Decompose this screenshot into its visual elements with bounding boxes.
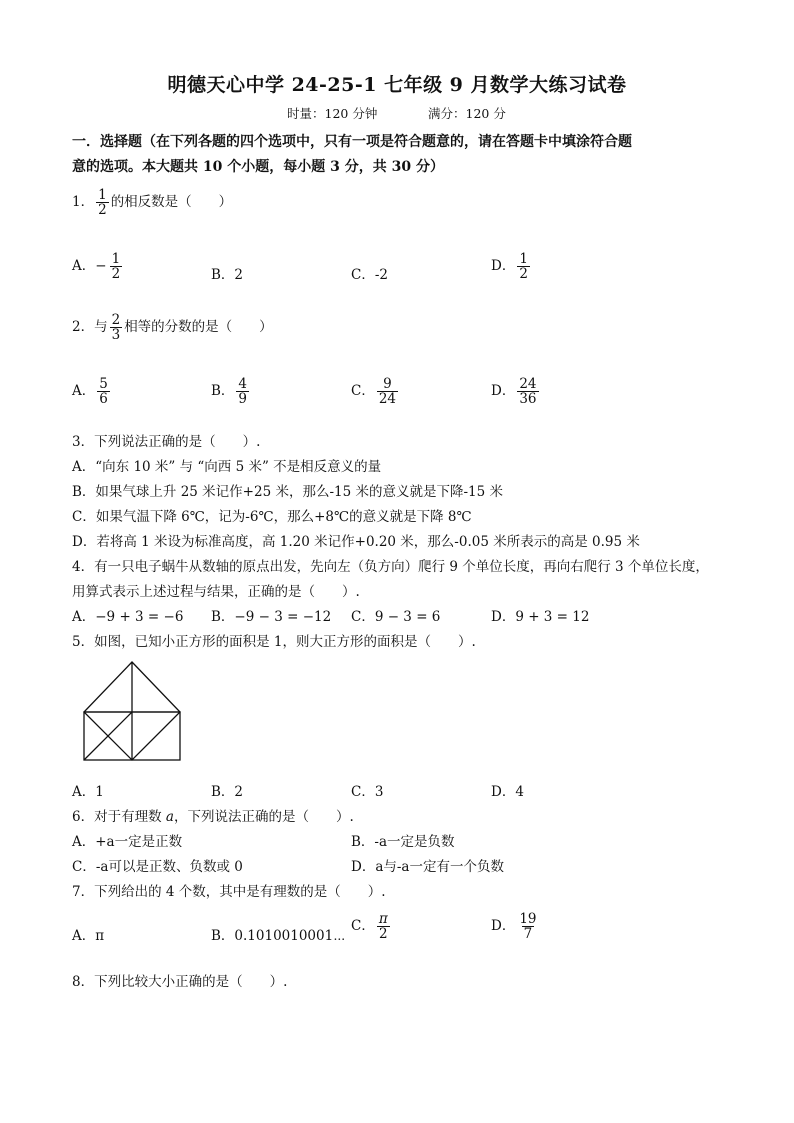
fraction-numerator: 4 bbox=[238, 376, 248, 392]
fraction-denominator: 2 bbox=[519, 266, 528, 283]
q3-option-a[interactable]: A．“向东 10 米” 与 “向西 5 米” 不是相反意义的量 bbox=[72, 459, 382, 475]
q1-option-c[interactable] bbox=[351, 263, 388, 283]
fraction bbox=[517, 377, 538, 406]
question-number: 1． bbox=[72, 194, 95, 211]
question-1 bbox=[72, 188, 232, 217]
fraction-denominator: 2 bbox=[378, 926, 388, 943]
q6-option-a[interactable]: A．+a一定是正数 bbox=[72, 834, 183, 850]
exam-title: 明德天心中学 24-25-1 七年级 9 月数学大练习试卷 bbox=[167, 74, 627, 96]
option-label: D． bbox=[491, 258, 516, 275]
q2-option-d[interactable] bbox=[491, 377, 541, 406]
question-8: 8．下列比较大小正确的是（ ）. bbox=[72, 974, 288, 990]
fraction bbox=[517, 912, 538, 941]
q2-option-b[interactable] bbox=[211, 377, 251, 406]
question-3: 3．下列说法正确的是（ ）. bbox=[72, 434, 261, 450]
question-4-line1: 4．有一只电子蜗牛从数轴的原点出发，先向左（负方向）爬行 9 个单位长度，再向右爬行 3 个单位长度， bbox=[72, 559, 709, 575]
question-text-post: ，下列说法正确的是（ ）. bbox=[173, 809, 354, 825]
fraction-numerator: 9 bbox=[383, 376, 392, 392]
minus-sign: − bbox=[95, 258, 107, 275]
option-label: D． bbox=[491, 383, 516, 400]
fraction-denominator: 9 bbox=[238, 391, 248, 408]
q6-option-b[interactable]: B．-a一定是负数 bbox=[351, 834, 455, 850]
fraction-numerator: 1 bbox=[98, 187, 107, 203]
question-6 bbox=[72, 805, 354, 825]
option-label: A． bbox=[72, 383, 96, 400]
fraction-numerator: 5 bbox=[99, 376, 108, 392]
q3-option-d[interactable]: D．若将高 1 米设为标准高度，高 1.20 米记作+0.20 米，那么-0.05 米所表示的高是 0.95 米 bbox=[72, 534, 640, 550]
q7-option-c[interactable] bbox=[351, 912, 392, 941]
option-value: π bbox=[95, 928, 105, 944]
q2-option-c[interactable] bbox=[351, 377, 400, 406]
q5-option-d[interactable]: D．4 bbox=[491, 784, 524, 800]
q5-option-c[interactable]: C．3 bbox=[351, 784, 384, 800]
q7-option-b[interactable] bbox=[211, 924, 345, 944]
q7-option-d[interactable] bbox=[491, 912, 541, 941]
fraction bbox=[377, 377, 398, 406]
option-label: A． bbox=[72, 258, 96, 275]
fraction bbox=[377, 912, 390, 941]
fraction-numerator: 24 bbox=[519, 376, 537, 392]
fraction-denominator: 24 bbox=[378, 391, 397, 408]
fraction bbox=[97, 377, 110, 406]
fraction-denominator: 36 bbox=[519, 391, 537, 408]
option-label: D． bbox=[491, 918, 516, 935]
question-text-pre: 6．对于有理数 bbox=[72, 809, 166, 825]
exam-score: 满分：120 分 bbox=[428, 106, 506, 121]
q5-option-b[interactable]: B．2 bbox=[211, 784, 244, 800]
exam-time: 时量：120 分钟 bbox=[287, 106, 378, 121]
fraction-numerator: π bbox=[378, 911, 388, 927]
question-4-line2: 用算式表示上述过程与结果，正确的是（ ）. bbox=[72, 584, 360, 600]
q4-option-d[interactable]: D．9 + 3 = 12 bbox=[491, 609, 590, 625]
question-number: 2． bbox=[72, 319, 95, 336]
option-value: 0.1010010001⋯ bbox=[234, 928, 346, 944]
question-text: 的相反数是（ ） bbox=[110, 194, 233, 211]
fraction-numerator: 2 bbox=[111, 312, 121, 328]
q6-option-d[interactable]: D．a与-a一定有一个负数 bbox=[351, 859, 504, 875]
q1-option-b[interactable] bbox=[211, 263, 243, 283]
question-text-pre: 与 bbox=[94, 319, 108, 336]
section-heading-line2: 意的选项。本大题共 10 个小题，每小题 3 分，共 30 分） bbox=[72, 159, 444, 175]
fraction bbox=[517, 252, 530, 281]
fraction-denominator: 2 bbox=[98, 202, 107, 219]
option-label: C． bbox=[351, 383, 375, 400]
option-label: C． bbox=[351, 918, 375, 935]
q3-option-c[interactable]: C．如果气温下降 6℃，记为-6℃，那么+8℃的意义就是下降 8℃ bbox=[72, 509, 472, 525]
fraction-numerator: 1 bbox=[111, 251, 121, 267]
option-label: B． bbox=[211, 267, 235, 283]
q5-option-a[interactable]: A．1 bbox=[72, 784, 104, 800]
option-label: B． bbox=[211, 383, 235, 400]
question-5: 5．如图，已知小正方形的面积是 1，则大正方形的面积是（ ）. bbox=[72, 634, 476, 650]
fraction bbox=[110, 252, 123, 281]
q4-option-b[interactable]: B．−9 − 3 = −12 bbox=[211, 609, 332, 625]
option-label: C． bbox=[351, 267, 375, 283]
q7-option-a[interactable] bbox=[72, 924, 104, 944]
fraction-denominator: 6 bbox=[99, 391, 108, 408]
question-text: 相等的分数的是（ ） bbox=[124, 319, 273, 336]
fraction-denominator: 7 bbox=[523, 926, 533, 943]
q6-option-c[interactable]: C．-a可以是正数、负数或 0 bbox=[72, 859, 243, 875]
variable-a: a bbox=[165, 809, 174, 825]
option-label: B． bbox=[211, 928, 235, 944]
fraction bbox=[110, 313, 123, 342]
option-label: A． bbox=[72, 928, 96, 944]
fraction bbox=[236, 377, 249, 406]
fraction-denominator: 3 bbox=[111, 327, 121, 344]
q4-option-c[interactable]: C．9 − 3 = 6 bbox=[351, 609, 441, 625]
fraction-numerator: 1 bbox=[519, 251, 528, 267]
question-7: 7．下列给出的 4 个数，其中是有理数的是（ ）. bbox=[72, 884, 386, 900]
q3-option-b[interactable]: B．如果气球上升 25 米记作+25 米，那么-15 米的意义就是下降-15 米 bbox=[72, 484, 504, 500]
square-figure bbox=[80, 660, 184, 764]
option-value: 2 bbox=[234, 267, 244, 283]
q1-option-a[interactable] bbox=[72, 252, 124, 281]
fraction bbox=[96, 188, 109, 217]
question-2 bbox=[72, 313, 273, 342]
fraction-denominator: 2 bbox=[111, 266, 121, 283]
q4-option-a[interactable]: A．−9 + 3 = −6 bbox=[72, 609, 184, 625]
section-heading-line1: 一．选择题（在下列各题的四个选项中，只有一项是符合题意的，请在答题卡中填涂符合题 bbox=[72, 134, 632, 150]
q1-option-d[interactable] bbox=[491, 252, 532, 281]
option-value: -2 bbox=[374, 267, 388, 283]
fraction-numerator: 19 bbox=[519, 911, 537, 927]
q2-option-a[interactable] bbox=[72, 377, 112, 406]
